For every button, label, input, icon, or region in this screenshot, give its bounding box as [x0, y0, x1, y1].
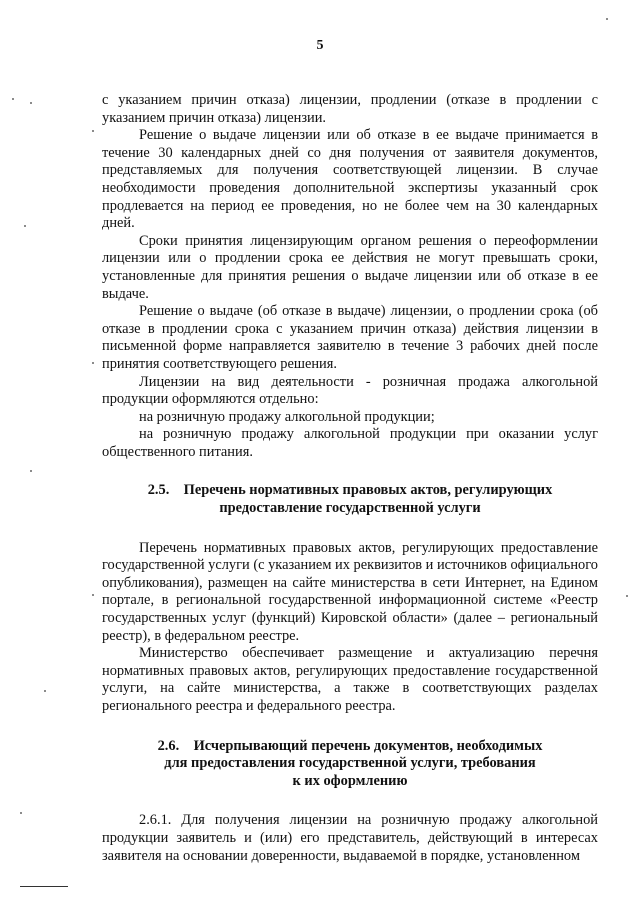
scan-speck [626, 595, 628, 597]
list-item: на розничную продажу алкогольной продукции при оказании услуг общественного питания. [102, 426, 598, 460]
paragraph: 2.6.1. Для получения лицензии на розничную продажу алкогольной продукции заявитель и (или) его представитель, действующий в интересах заявителя на основании доверенности, выдаваемой в порядке, установленном [102, 812, 598, 864]
heading-line: 2.5. Перечень нормативных правовых актов, регулирующих [147, 482, 553, 499]
heading-line: для предоставления государственной услуги, требования [164, 755, 536, 772]
page-number: 5 [316, 38, 324, 53]
paragraph: Сроки принятия лицензирующим органом решения о переоформлении лицензии или о продлении срока ее действия не могут превышать сроки, установленные для принятия решения о выдаче лицензии или об отказе в ее выдаче. [102, 232, 598, 302]
paragraph: Министерство обеспечивает размещение и актуализацию перечня нормативных правовых актов, регулирующих предоставление государственной услуги, на сайте министерства, а также в соответствующих разделах регионального реестра и федерального реестра. [102, 645, 598, 714]
heading-line: предоставление государственной услуги [219, 500, 481, 517]
scan-speck [606, 18, 608, 20]
document-body [102, 92, 598, 865]
section-heading [102, 482, 598, 517]
paragraph: Решение о выдаче (об отказе в выдаче) лицензии, о продлении срока (об отказе в продлении срока с указанием причин отказа) действия лицензии в письменной форме направляется заявителю в течение 3 рабочих дней после принятия соответствующего решения. [102, 303, 598, 372]
scan-speck [92, 594, 94, 596]
scan-speck [44, 690, 46, 692]
scan-speck [30, 102, 32, 104]
scan-speck [12, 98, 14, 100]
scan-speck [92, 362, 94, 364]
scan-speck [30, 470, 32, 472]
list-item: на розничную продажу алкогольной продукции; [139, 408, 435, 425]
scan-speck [92, 130, 94, 132]
paragraph: с указанием причин отказа) лицензии, продлении (отказе в продлении с указанием причин отказа) лицензии. [102, 92, 598, 126]
section-heading [102, 738, 598, 791]
scan-line-artifact [20, 886, 68, 887]
heading-line: 2.6. Исчерпывающий перечень документов, необходимых [157, 737, 543, 754]
paragraph: Решение о выдаче лицензии или об отказе в ее выдаче принимается в течение 30 календарных дней со дня получения от заявителя документов, представляемых для получения соответствующей лицензии. В случае необходимости проведения дополнительной экспертизы указанный срок продлевается на период ее проведения, но не более чем на 30 календарных дней. [102, 127, 598, 232]
paragraph: Перечень нормативных правовых актов, регулирующих предоставление государственной услуги (с указанием их реквизитов и источников официального опубликования), размещен на сайте министерства в сети Интернет, на Едином портале, в региональной государственной информационной системе «Реестр государственных услуг (функций) Кировской области» (далее – региональный реестр), в федеральном реестре. [102, 539, 598, 644]
scan-speck [24, 225, 26, 227]
heading-line: к их оформлению [292, 772, 408, 789]
scan-speck [20, 812, 22, 814]
paragraph: Лицензии на вид деятельности - розничная продажа алкогольной продукции оформляются отдельно: [102, 373, 598, 408]
